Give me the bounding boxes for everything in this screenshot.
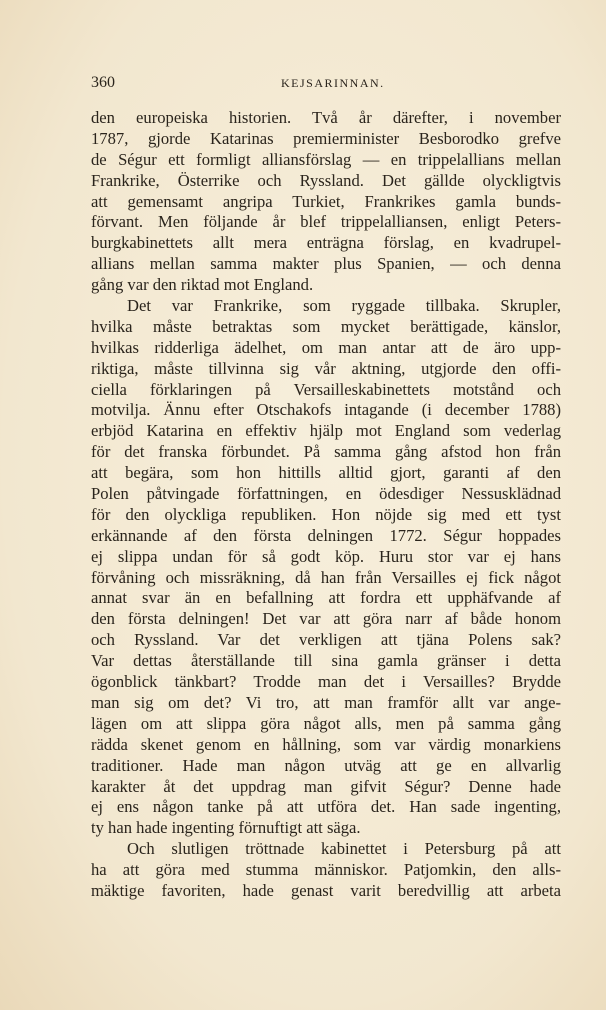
- text-line: ty han hade ingenting förnuftigt att säga.: [91, 818, 361, 838]
- text-line: förvant. Men följande år blef trippelalliansen, enligt Peters-: [91, 212, 561, 232]
- text-line: erkännande af den första delningen 1772. Ségur hoppades: [91, 525, 561, 545]
- text-line: ej ens någon tanke på att utföra det. Han sade ingenting,: [91, 797, 561, 817]
- text-line: den första delningen! Det var att göra narr af både honom: [91, 609, 561, 629]
- text-line: mäktige favoriten, hade genast varit beredvillig att arbeta: [91, 880, 561, 900]
- text-line: Frankrike, Österrike och Ryssland. Det gällde olyckligtvis: [91, 170, 561, 190]
- page-header: [91, 74, 561, 94]
- text-line: för det franska förbundet. På samma gång afstod hon från: [91, 442, 561, 462]
- text-line: man sig om det? Vi tro, att man framför allt var ange-: [91, 692, 561, 712]
- text-line: karakter åt det uppdrag man gifvit Ségur? Denne hade: [91, 776, 561, 796]
- text-line: ej slippa undan för så godt köp. Huru stor var ej hans: [91, 546, 561, 566]
- text-line: Var dettas återställande till sina gamla gränser i detta: [91, 651, 561, 671]
- text-line: allians mellan samma makter plus Spanien, — och denna: [91, 254, 561, 274]
- text-line: annat svar än en befallning att fordra ett upphäfvande af: [91, 588, 561, 608]
- text-line: hvilka måste betraktas som mycket berättigade, känslor,: [91, 316, 561, 336]
- body-text: [91, 108, 561, 902]
- text-line: rädda skenet genom en hållning, som var värdig monarkiens: [91, 734, 561, 754]
- text-line: att gemensamt angripa Turkiet, Frankrikes gamla bunds-: [91, 191, 561, 211]
- text-line: de Ségur ett formligt alliansförslag — en trippelallians mellan: [91, 149, 561, 169]
- text-line: den europeiska historien. Två år därefter, i november: [91, 108, 561, 127]
- text-line: gång var den riktad mot England.: [91, 275, 314, 295]
- text-line: för den olyckliga republiken. Hon nöjde sig med ett tyst: [91, 504, 561, 524]
- text-line: ha att göra med stumma människor. Patjomkin, den alls-: [91, 860, 561, 880]
- text-line: hvilkas ridderliga ädelhet, om man antar att de äro upp-: [91, 337, 561, 357]
- text-line: riktiga, måste tillvinna sig vår aktning, utgjorde den offi-: [91, 358, 561, 378]
- text-line: Det var Frankrike, som ryggade tillbaka. Skrupler,: [127, 296, 561, 316]
- text-line: lägen om att slippa göra något alls, men på samma gång: [91, 713, 561, 733]
- text-line: och Ryssland. Var det verkligen att tjäna Polens sak?: [91, 630, 561, 650]
- text-line: 1787, gjorde Katarinas premierminister Besborodko grefve: [91, 128, 561, 148]
- running-head: KEJSARINNAN.: [281, 76, 385, 90]
- text-line: traditioner. Hade man någon utväg att ge en allvarlig: [91, 755, 561, 775]
- text-line: burgkabinettets allt mera enträgna förslag, en kvadrupel-: [91, 233, 561, 253]
- text-line: ciella förklaringen på Versailleskabinettets motstånd och: [91, 379, 561, 399]
- text-line: Och slutligen tröttnade kabinettet i Petersburg på att: [127, 839, 561, 859]
- text-line: motvilja. Ännu efter Otschakofs intagande (i december 1788): [91, 400, 561, 420]
- text-line: erbjöd Katarina en effektiv hjälp mot England som vederlag: [91, 421, 561, 441]
- text-line: förvåning och missräkning, då han från Versailles ej fick något: [91, 567, 561, 587]
- text-line: att begära, som hon hittills alltid gjort, garanti af den: [91, 463, 561, 483]
- text-line: Polen påtvingade författningen, en ödesdiger Nessusklädnad: [91, 484, 561, 504]
- text-line: ögonblick tänkbart? Trodde man det i Versailles? Brydde: [91, 672, 561, 692]
- page-number: 360: [91, 74, 115, 91]
